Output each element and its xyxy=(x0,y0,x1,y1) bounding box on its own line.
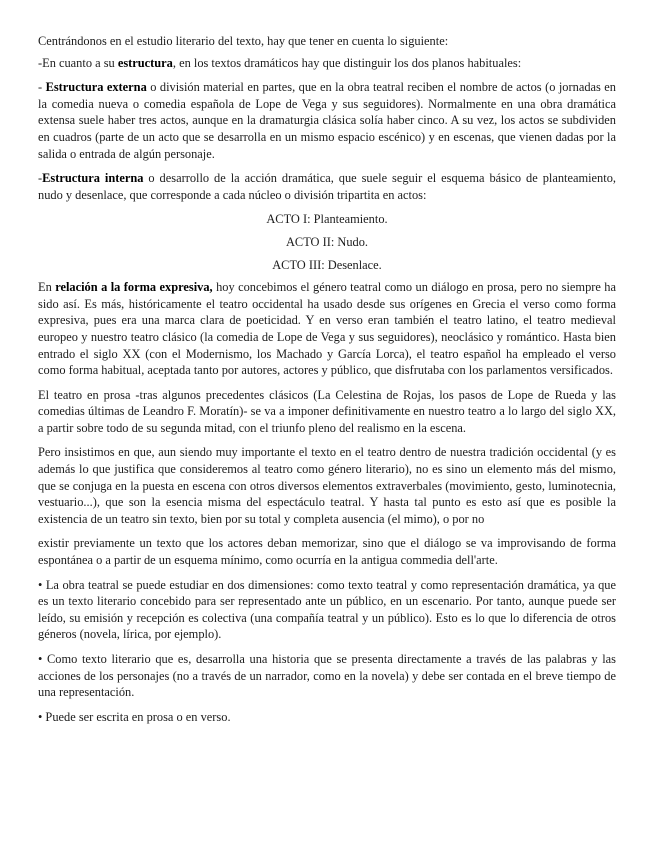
forma-prefix: En xyxy=(38,280,56,295)
interna-prefix: - xyxy=(38,171,43,186)
estructura-term: estructura xyxy=(117,55,173,70)
acto-2: ACTO II: Nudo. xyxy=(285,234,369,249)
forma-text: hoy concebimos el género teatral como un diálogo en prosa, pero no siempre ha sido así. Es más, históricamente el teatro occidental ha usado desde sus orígenes en Grecia el verso como forma expresiva, pues era una marca clara de poeticidad. Y en verso eran también el teatro latino, el teatro medieval europeo y nuestro teatro clásico (la comedia de Lope de Vega y sus seguidores), neoclásico y romántico. Hasta bien entrado el siglo XX (con el Modernismo, los Machado y García Lorca), el teatro español ha empleado el verso como forma habitual, aceptada tanto por autores, actores y público, que disfrutaba con los parlamentos versificados. xyxy=(38,280,617,378)
bullet-item: • Como texto literario que es, desarrolla una historia que se presenta directamente a través de las palabras y las acciones de los personajes (no a través de un narrador, como en la novela) y debe ser contada en el breve tiempo de una representación. xyxy=(38,652,616,700)
intro-paragraph: Centrándonos en el estudio literario del texto, hay que tener en cuenta lo siguiente: xyxy=(38,34,449,48)
externa-term: Estructura externa xyxy=(45,80,147,95)
estructura-suffix: , en los textos dramáticos hay que distinguir los dos planos habituales: xyxy=(172,55,522,70)
insistimos-paragraph: Pero insistimos en que, aun siendo muy importante el texto en el teatro dentro de nuestra tradición occidental (y es además lo que justifica que consideremos al teatro como género literario), no es sino un elemento más del mismo, que se conjuga en la puesta en escena con otros diversos elementos extraverbales (movimiento, gesto, luminotecnia, vestuario...), que son la esencia misma del espectáculo teatral. Y hasta tal punto es esto así que es posible la existencia de un teatro sin texto, bien por su total y completa ausencia (el mimo), o por no xyxy=(38,445,616,526)
estructura-prefix: -En cuanto a su xyxy=(38,55,118,70)
externa-prefix: - xyxy=(38,80,46,95)
interna-paragraph xyxy=(38,170,616,203)
interna-term: Estructura interna xyxy=(42,171,144,186)
existir-paragraph: existir previamente un texto que los actores deban memorizar, sino que el diálogo se va improvisando de forma espontánea o a partir de un esquema mínimo, como ocurría en la antigua commedia dell'arte. xyxy=(38,536,616,568)
interna-text: o desarrollo de la acción dramática, que suele seguir el esquema básico de planteamiento, nudo y desenlace, que corresponde a cada núcleo o división tripartita en actos: xyxy=(38,171,616,202)
acto-1: ACTO I: Planteamiento. xyxy=(266,212,388,227)
forma-term: relación a la forma expresiva, xyxy=(55,280,213,295)
bullet-item: • Puede ser escrita en prosa o en verso. xyxy=(38,709,231,724)
forma-paragraph xyxy=(38,279,616,379)
acto-3: ACTO III: Desenlace. xyxy=(272,257,382,272)
bullet-item: • La obra teatral se puede estudiar en dos dimensiones: como texto teatral y como representación dramática, ya que es un texto literario concebido para ser representado ante un público, en un escenario. Por tanto, aunque puede ser leído, su emisión y recepción es colectiva (una compañía teatral y un público). Esto es lo que lo diferencia de otros géneros (novela, lírica, por ejemplo). xyxy=(38,577,616,642)
document-page xyxy=(38,33,616,733)
prosa-paragraph: El teatro en prosa -tras algunos precedentes clásicos (La Celestina de Rojas, los pasos de Lope de Rueda y las comedias últimas de Leandro F. Moratín)- se va a imponer definitivamente en nuestro teatro a lo largo del siglo XX, a partir sobre todo de su segunda mitad, con el triunfo pleno del realismo en la escena. xyxy=(38,387,616,435)
externa-paragraph xyxy=(38,79,616,162)
externa-text: o división material en partes, que en la obra teatral reciben el nombre de actos (o jornadas en la comedia nueva o comedia española de Lope de Vega y sus seguidores). Normalmente en una obra dramática extensa suele haber tres actos, aunque en la dramaturgia clásica solía haber cinco. A su vez, los actos se subdividen en cuadros (parte de un acto que se desarrolla en un mismo espacio escénico) y en escenas, que vienen dadas por la salida o entrada de algún personaje. xyxy=(38,80,616,161)
estructura-paragraph xyxy=(38,55,616,72)
